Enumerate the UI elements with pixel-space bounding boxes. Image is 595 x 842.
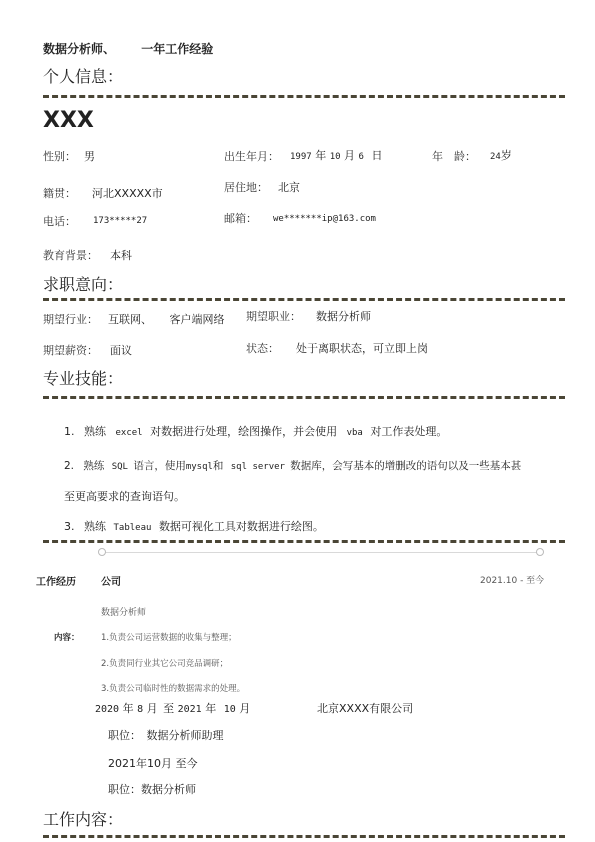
month-unit: 月 bbox=[239, 702, 251, 715]
skill-number: 3. bbox=[64, 520, 75, 533]
job-value: 数据分析师 bbox=[316, 310, 371, 323]
skill-text: 熟练 bbox=[84, 425, 106, 438]
salary-value: 面议 bbox=[110, 344, 132, 357]
work-section-label: 工作经历 bbox=[36, 577, 76, 588]
start-year: 2020 bbox=[95, 704, 120, 715]
birth-day: 6 bbox=[358, 152, 364, 162]
duty-item: 2.负责同行业其它公司竞品调研； bbox=[101, 659, 229, 669]
duty-item: 3.负责公司临时性的数据需求的处理。 bbox=[101, 684, 246, 694]
salary-label: 期望薪资： bbox=[43, 344, 98, 357]
skill-number: 1. bbox=[64, 425, 75, 438]
divider bbox=[43, 95, 565, 98]
birth-year-unit: 年 bbox=[315, 149, 327, 162]
industry-value bbox=[108, 311, 225, 327]
residence-value: 北京 bbox=[278, 181, 300, 194]
birth-date bbox=[290, 147, 382, 163]
skill-tool: Tableau bbox=[113, 523, 152, 533]
work-company-label: 公司 bbox=[101, 577, 121, 588]
duty-item: 1.负责公司运营数据的收集与整理； bbox=[101, 633, 237, 643]
skill-tool: mysql bbox=[185, 462, 213, 472]
skill-text: 和 bbox=[212, 460, 224, 472]
skill-tool: vba bbox=[346, 428, 363, 438]
hometown-label: 籍贯： bbox=[43, 187, 76, 200]
skill-text: 数据可视化工具对数据进行绘图。 bbox=[158, 520, 324, 533]
phone-value: 173*****27 bbox=[93, 216, 148, 226]
work-entry-current-role: 职位：数据分析师 bbox=[108, 783, 196, 796]
birth-month: 10 bbox=[329, 152, 341, 162]
end-month: 10 bbox=[223, 704, 236, 715]
hometown-value: 河北XXXXX市 bbox=[92, 187, 163, 200]
year-unit: 年 bbox=[122, 702, 134, 715]
to-word: 至 bbox=[163, 702, 175, 715]
skill-text: 语言，使用 bbox=[133, 460, 186, 472]
candidate-name: XXX bbox=[43, 108, 94, 133]
skill-text: 对工作表处理。 bbox=[370, 425, 448, 438]
age-unit: 岁 bbox=[500, 149, 512, 162]
industry-2: 客户端网络 bbox=[169, 313, 225, 326]
skill-tool: sql server bbox=[230, 462, 285, 472]
year-unit: 年 bbox=[205, 702, 217, 715]
skill-item-3 bbox=[64, 518, 324, 534]
section-title-work-content: 工作内容： bbox=[43, 810, 124, 829]
work-content-label: 内容： bbox=[54, 633, 80, 643]
timeline-dot bbox=[98, 548, 106, 556]
work-period: 2021.10 - 至今 bbox=[480, 576, 545, 586]
gender-value: 男 bbox=[84, 150, 95, 163]
divider bbox=[43, 298, 565, 301]
work-entry-current-period: 2021年10月 至今 bbox=[108, 757, 198, 770]
work-entry-dates bbox=[95, 700, 250, 716]
skill-tool: excel bbox=[115, 428, 143, 438]
section-title-personal: 个人信息： bbox=[43, 67, 124, 86]
age-number: 24 bbox=[490, 152, 501, 162]
birth-day-unit: 日 bbox=[371, 149, 383, 162]
divider bbox=[43, 540, 565, 543]
start-month: 8 bbox=[137, 704, 144, 715]
skill-item-2 bbox=[64, 458, 521, 473]
timeline-line bbox=[103, 552, 539, 553]
skill-number: 2. bbox=[64, 460, 75, 472]
education-value: 本科 bbox=[110, 249, 132, 262]
status-value: 处于离职状态，可立即上岗 bbox=[296, 342, 428, 355]
skill-text: 数据库，会写基本的增删改的语句以及一些基本甚 bbox=[290, 460, 522, 472]
industry-label: 期望行业： bbox=[43, 313, 98, 326]
work-entry-role: 职位： 数据分析师助理 bbox=[108, 729, 224, 742]
end-year: 2021 bbox=[177, 704, 202, 715]
gender-label: 性别： bbox=[43, 150, 76, 163]
work-entry-company: 北京XXXX有限公司 bbox=[317, 702, 414, 715]
job-label: 期望职业： bbox=[246, 310, 301, 323]
timeline-dot bbox=[536, 548, 544, 556]
status-label: 状态： bbox=[246, 342, 279, 355]
email-label: 邮箱： bbox=[224, 212, 257, 225]
birth-month-unit: 月 bbox=[344, 149, 356, 162]
skill-item-1 bbox=[64, 423, 447, 439]
skill-text: 对数据进行处理，绘图操作，并会使用 bbox=[150, 425, 338, 438]
divider bbox=[43, 396, 565, 399]
email-value: we*******ip@163.com bbox=[273, 214, 376, 224]
birth-year: 1997 bbox=[290, 152, 312, 162]
section-title-intent: 求职意向： bbox=[43, 275, 124, 294]
birth-label: 出生年月： bbox=[224, 150, 279, 163]
age-value bbox=[490, 147, 512, 163]
work-position: 数据分析师 bbox=[101, 608, 147, 618]
title-role: 数据分析师、 bbox=[43, 42, 116, 56]
residence-label: 居住地： bbox=[224, 181, 268, 194]
month-unit: 月 bbox=[146, 702, 158, 715]
resume-title bbox=[43, 40, 213, 57]
divider bbox=[43, 835, 565, 838]
age-label: 年 龄： bbox=[432, 150, 476, 163]
phone-label: 电话： bbox=[43, 215, 76, 228]
skill-text: 熟练 bbox=[83, 460, 105, 472]
section-title-skills: 专业技能： bbox=[43, 369, 124, 388]
title-experience: 一年工作经验 bbox=[141, 42, 214, 56]
skill-item-2-cont: 至更高要求的查询语句。 bbox=[64, 490, 185, 503]
skill-tool: SQL bbox=[111, 462, 128, 472]
skill-text: 熟练 bbox=[84, 520, 106, 533]
industry-1: 互联网、 bbox=[108, 313, 152, 326]
education-label: 教育背景： bbox=[43, 249, 98, 262]
